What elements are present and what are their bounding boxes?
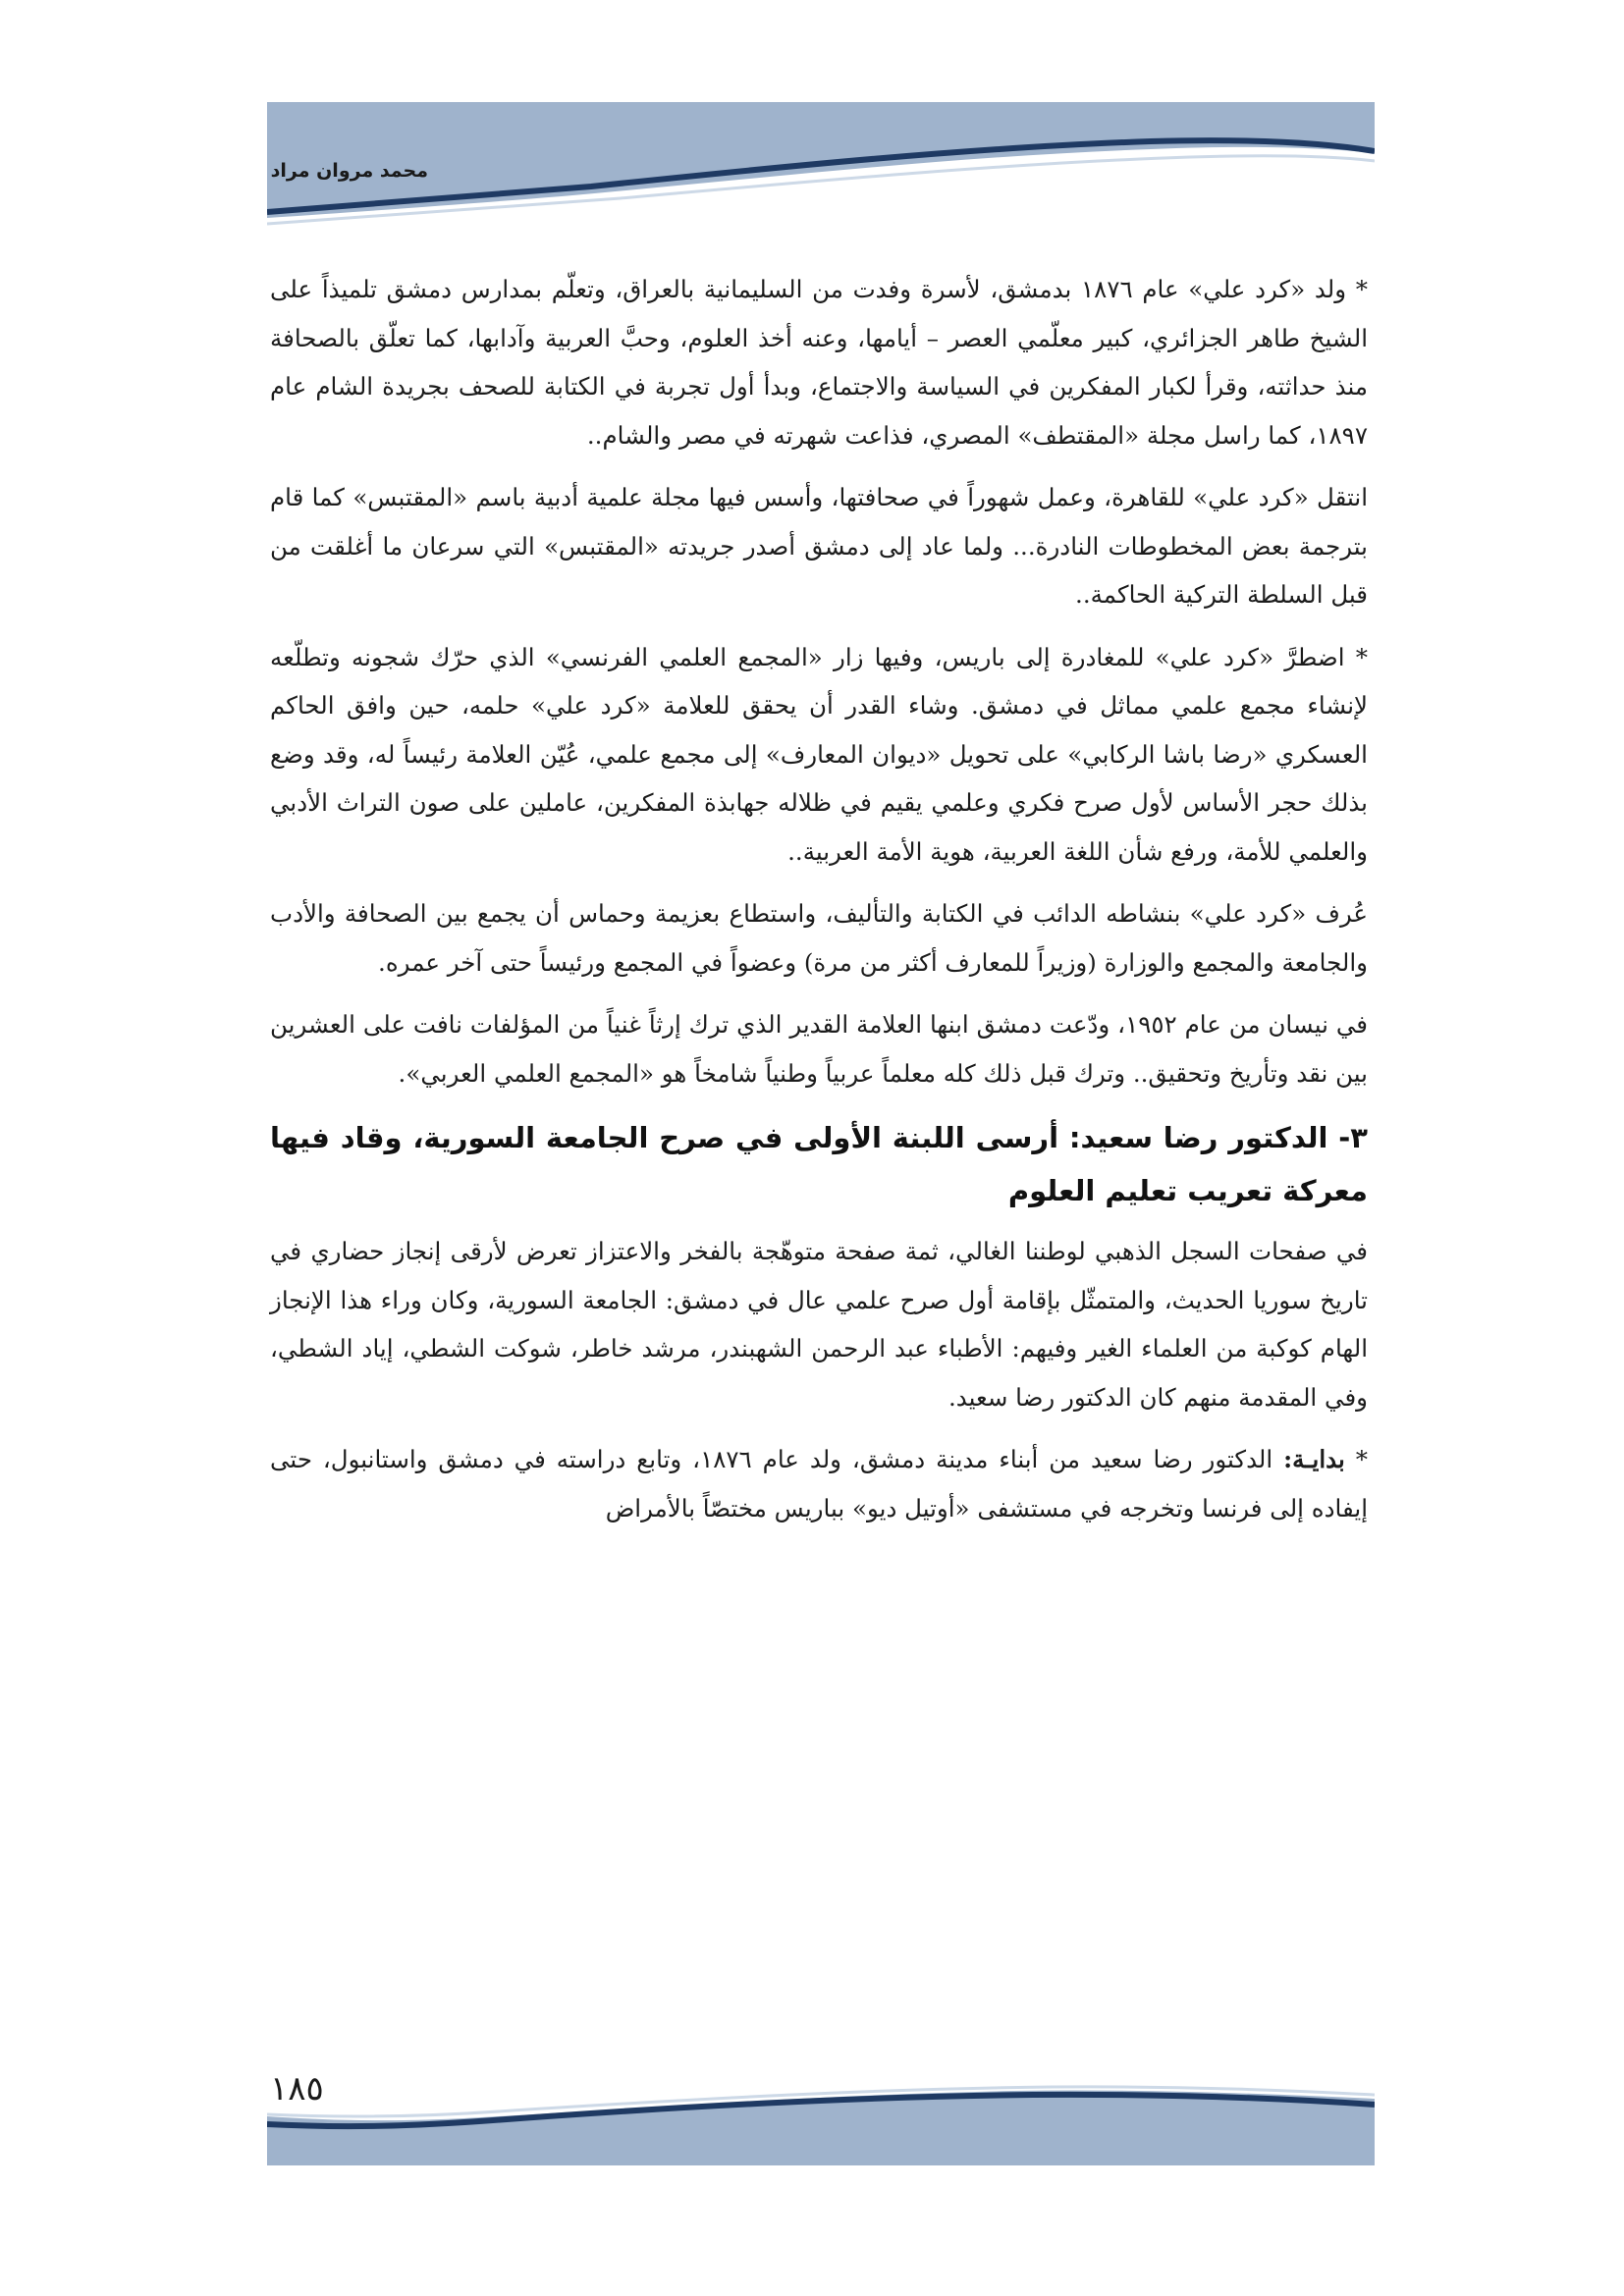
header-wave-graphic (267, 102, 1375, 251)
header-band (267, 102, 1375, 251)
paragraph-7-prefix: * (1344, 1445, 1368, 1473)
paragraph-5: في نيسان من عام ١٩٥٢، ودّعت دمشق ابنها العلامة القدير الذي ترك إرثاً غنياً من المؤلفات نافت على العشرين بين نقد وتأريخ وتحقيق.. وترك قبل ذلك كله معلماً عربياً وطنياً شامخاً هو «المجمع العلمي العربي». (270, 1010, 1369, 1088)
paragraph-7-lead: بدايـة: (1283, 1445, 1345, 1473)
paragraph-1: * ولد «كرد علي» عام ١٨٧٦ بدمشق، لأسرة وفدت من السليمانية بالعراق، وتعلّم بمدارس دمشق تلميذاً على الشيخ طاهر الجزائري، كبير معلّمي العصر – أيامها، وعنه أخذ العلوم، وحبَّ العربية وآدابها، كما تعلّق بالصحافة منذ حداثته، وقرأ لكبار المفكرين في السياسة والاجتماع، وبدأ أول تجربة في الكتابة للصحف بجريدة الشام عام ١٨٩٧، كما راسل مجلة «المقتطف» المصري، فذاعت شهرته في مصر والشام.. (270, 275, 1368, 450)
paragraph-4: عُرف «كرد علي» بنشاطه الدائب في الكتابة والتأليف، واستطاع بعزيمة وحماس أن يجمع بين الصحافة والأدب والجامعة والمجمع والوزارة (وزيراً للمعارف أكثر من مرة) وعضواً في المجمع ورئيساً حتى آخر عمره. (270, 899, 1368, 977)
footer-band (267, 2059, 1375, 2165)
footer-wave-graphic (267, 2059, 1375, 2165)
paragraph-6: في صفحات السجل الذهبي لوطننا الغالي، ثمة صفحة متوهّجة بالفخر والاعتزاز تعرض لأرقى إنجاز حضاري في تاريخ سوريا الحديث، والمتمثّل بإقامة أول صرح علمي عال في دمشق: الجامعة السورية، وكان وراء هذا الإنجاز الهام كوكبة من العلماء الغير وفيهم: الأطباء عبد الرحمن الشهبندر، مرشد خاطر، شوكت الشطي، إياد الشطي، وفي المقدمة منهم كان الدكتور رضا سعيد. (270, 1237, 1368, 1412)
paragraph-3: * اضطرَّ «كرد علي» للمغادرة إلى باريس، وفيها زار «المجمع العلمي الفرنسي» الذي حرّك شجونه وتطلّعه لإنشاء مجمع علمي مماثل في دمشق. وشاء القدر أن يحقق للعلامة «كرد علي» حلمه، حين وافق الحاكم العسكري «رضا باشا الركابي» على تحويل «ديوان المعارف» إلى مجمع علمي، عُيّن العلامة رئيساً له، وقد وضع بذلك حجر الأساس لأول صرح فكري وعلمي يقيم في ظلاله جهابذة المفكرين، عاملين على صون التراث الأدبي والعلمي للأمة، ورفع شأن اللغة العربية، هوية الأمة العربية.. (270, 642, 1368, 866)
article-body (270, 265, 1368, 1546)
page-number: ١٨٥ (270, 2069, 324, 2109)
paragraph-7 (270, 1435, 1368, 1532)
running-head-author: محمد مروان مراد (270, 160, 428, 182)
paragraph-2: انتقل «كرد علي» للقاهرة، وعمل شهوراً في صحافتها، وأسس فيها مجلة علمية أدبية باسم «المقتبس» كما قام بترجمة بعض المخطوطات النادرة... ولما عاد إلى دمشق أصدر جريدته «المقتبس» التي سرعان ما أغلقت من قبل السلطة التركية الحاكمة.. (270, 483, 1368, 609)
paragraph-7-text: الدكتور رضا سعيد من أبناء مدينة دمشق، ولد عام ١٨٧٦، وتابع دراسته في دمشق واستانبول، حتى إيفاده إلى فرنسا وتخرجه في مستشفى «أوتيل ديو» بباريس مختصّاً بالأمراض (270, 1445, 1368, 1522)
section-heading: ٣- الدكتور رضا سعيد: أرسى اللبنة الأولى في صرح الجامعة السورية، وقاد فيها معركة تعريب تعليم العلوم (270, 1121, 1368, 1207)
